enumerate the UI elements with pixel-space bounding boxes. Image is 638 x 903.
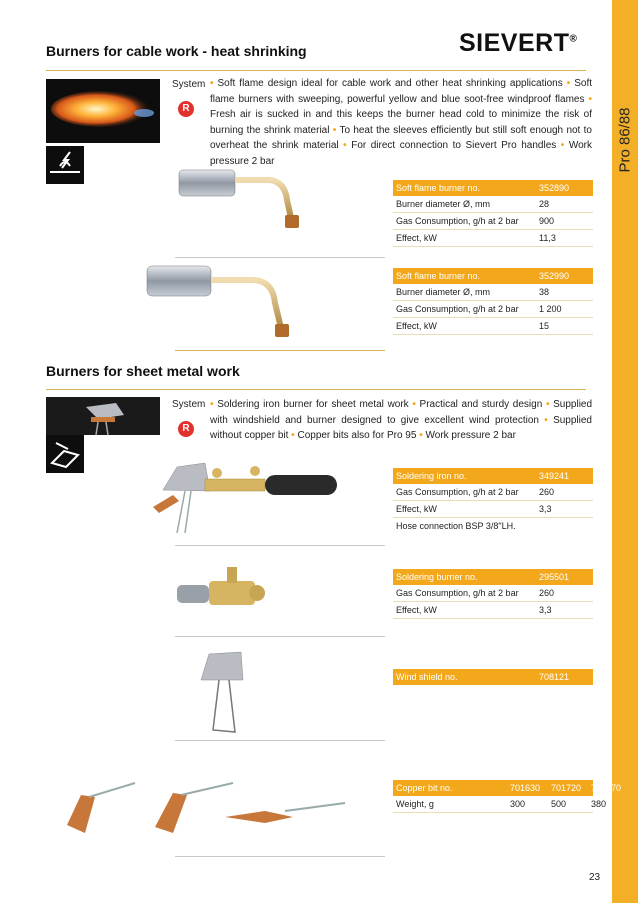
soldering-photo — [46, 397, 160, 435]
sheet-metal-description: • Soldering iron burner for sheet metal work • Practical and sturdy design • Supplied with windshield and burner designed to give excellent wind protection • Supplied without copper bit • Copper bits also for Pro 95 • Work pressure 2 bar — [210, 399, 593, 442]
spec-table-352890: Soft flame burner no. 352890 Burner diameter Ø, mm 28 Gas Consumption, g/h at 2 bar 900 Effect, kW 11,3 — [393, 180, 593, 247]
sievert-logo: SIEVERT® — [459, 29, 578, 57]
flame-photo — [46, 79, 160, 143]
spec-table-copper-bits: Copper bit no. 701630 701720 702070 Weight, g 300 500 380 — [393, 780, 593, 813]
system-label: System — [172, 399, 206, 410]
system-label: System — [172, 79, 206, 90]
soldering-iron-image — [145, 455, 350, 540]
copper-bits-image — [55, 765, 385, 845]
page-number: 23 — [589, 872, 601, 883]
sheet-metal-icon — [46, 435, 84, 473]
spec-table-349241: Soldering iron no. 349241 Gas Consumption, g/h at 2 bar 260 Effect, kW 3,3 Hose connection BSP 3/8"LH. — [393, 468, 593, 534]
system-r-badge: R — [178, 421, 194, 437]
divider — [175, 545, 385, 546]
spec-table-352990: Soft flame burner no. 352990 Burner diameter Ø, mm 38 Gas Consumption, g/h at 2 bar 1 200 Effect, kW 15 — [393, 268, 593, 335]
section-divider — [46, 70, 586, 71]
cable-work-description: • Soft flame design ideal for cable work and other heat shrinking applications • Soft flame burners with sweeping, powerful yellow and blue soot-free windproof flames • Fresh air is sucked in and this keeps the burner head cold to minimize the risk of burning the shrink material • To heat the sleeves efficiently but still soft enough not to overheat the shrink material • For direct connection to Sievert Pro handles • Work pressure 2 bar — [210, 78, 593, 167]
divider — [175, 636, 385, 637]
soft-flame-burner-image — [175, 160, 310, 232]
heat-shrink-icon — [46, 146, 84, 184]
divider — [175, 740, 385, 741]
system-r-badge: R — [178, 101, 194, 117]
sidebar-label: Pro 86/88 — [616, 107, 634, 173]
section-title-sheet-metal: Burners for sheet metal work — [46, 363, 240, 379]
section-divider — [46, 389, 586, 390]
wind-shield-image — [195, 650, 265, 740]
spec-table-295501: Soldering burner no. 295501 Gas Consumption, g/h at 2 bar 260 Effect, kW 3,3 — [393, 569, 593, 619]
soft-flame-burner-image — [145, 258, 310, 340]
section-title-cable-work: Burners for cable work - heat shrinking — [46, 43, 307, 59]
divider — [175, 856, 385, 857]
divider — [175, 350, 385, 351]
soldering-burner-image — [175, 565, 275, 620]
spec-table-708121: Wind shield no. 708121 — [393, 669, 593, 685]
